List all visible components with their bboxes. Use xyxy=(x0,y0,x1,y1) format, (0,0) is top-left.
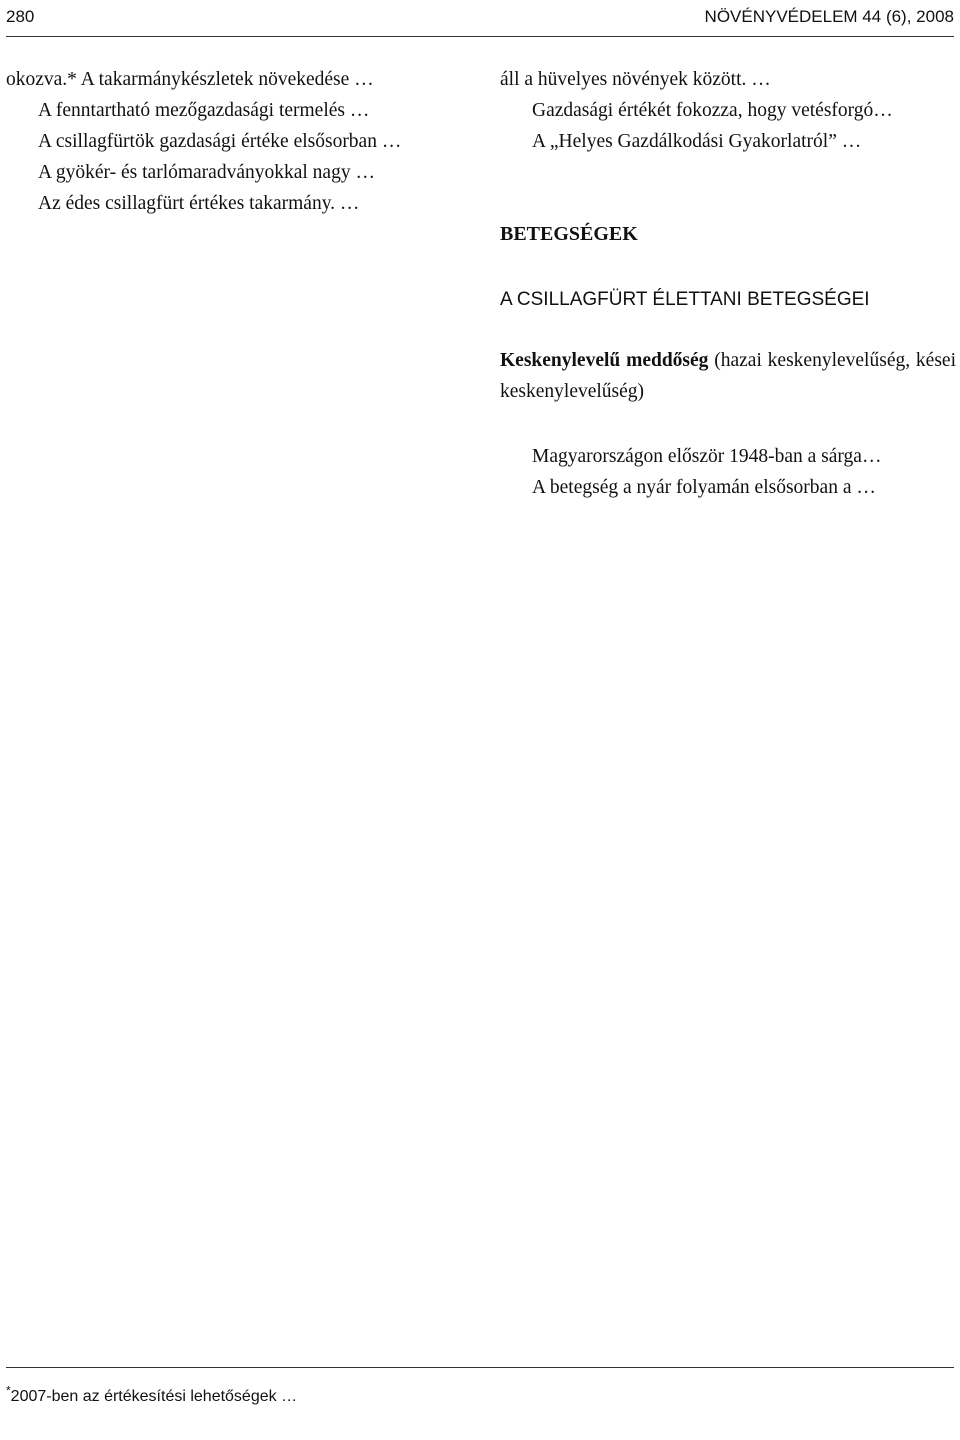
body-paragraph: Magyarországon először 1948-ban a sárga… xyxy=(532,446,882,467)
spacer xyxy=(500,407,956,441)
left-column xyxy=(6,64,462,219)
body-paragraph: A gyökér- és tarlómaradványokkal nagy … xyxy=(38,162,375,183)
disease-heading xyxy=(500,345,956,407)
body-paragraph: áll a hüvelyes növények között. … xyxy=(500,69,771,90)
page-number: 280 xyxy=(6,7,35,26)
footnote-text: 2007-ben az értékesítési lehetőségek … xyxy=(10,1388,298,1405)
body-paragraph: A betegség a nyár folyamán elsősorban a … xyxy=(532,477,876,498)
body-paragraph: A fenntartható mezőgazdasági termelés … xyxy=(38,100,370,121)
section-heading: BETEGSÉGEK xyxy=(500,223,638,245)
disease-name: Keskenylevelű meddőség xyxy=(500,350,709,371)
footnote-marker: * xyxy=(6,1383,11,1398)
header-rule xyxy=(6,36,954,37)
disease-synonyms: (hazai keskenylevelűség, kései keskenylevelűség) xyxy=(500,350,956,402)
journal-citation: NÖVÉNYVÉDELEM 44 (6), 2008 xyxy=(704,7,954,26)
body-paragraph: A „Helyes Gazdálkodási Gyakorlatról” … xyxy=(532,131,862,152)
body-paragraph: Az édes csillagfürt értékes takarmány. … xyxy=(38,193,360,214)
footnote-rule xyxy=(6,1367,954,1368)
footnote xyxy=(6,1384,954,1409)
body-paragraph: A csillagfürtök gazdasági értéke elsősorban … xyxy=(38,131,402,152)
body-paragraph: Gazdasági értékét fokozza, hogy vetésforgó… xyxy=(532,100,893,121)
body-paragraph: okozva.* A takarmánykészletek növekedése … xyxy=(6,69,374,90)
subsection-heading: A CSILLAGFÜRT ÉLETTANI BETEGSÉGEI xyxy=(500,289,870,310)
page-header xyxy=(6,4,954,30)
right-column xyxy=(500,64,956,503)
